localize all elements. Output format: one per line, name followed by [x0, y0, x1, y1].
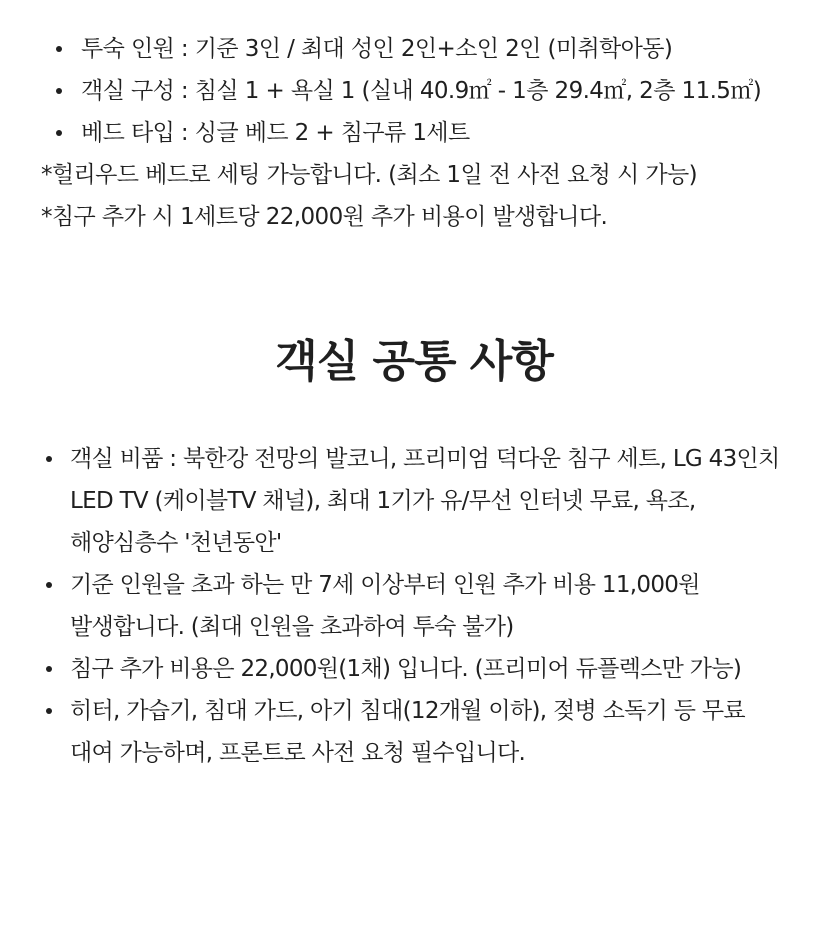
- common-item-extra-person-fee: 기준 인원을 초과 하는 만 7세 이상부터 인원 추가 비용 11,000원 발생합니다. (최대 인원을 초과하여 투숙 불가): [0, 564, 828, 648]
- room-info-list: [0, 28, 828, 154]
- common-item-amenities: 객실 비품 : 북한강 전망의 발코니, 프리미엄 덕다운 침구 세트, LG 43인치 LED TV (케이블TV 채널), 최대 1기가 유/무선 인터넷 무료, 욕조, 해양심층수 '천년동안': [0, 438, 828, 564]
- common-item-extra-bedding-fee: 침구 추가 비용은 22,000원(1채) 입니다. (프리미어 듀플렉스만 가능): [0, 648, 828, 690]
- room-info-item-bed-type: 베드 타입 : 싱글 베드 2 + 침구류 1세트: [0, 112, 828, 154]
- room-info-section: [0, 28, 828, 238]
- note-extra-bedding: *침구 추가 시 1세트당 22,000원 추가 비용이 발생합니다.: [41, 204, 608, 230]
- common-item-rental-equipment: 히터, 가습기, 침대 가드, 아기 침대(12개월 이하), 젖병 소독기 등 무료 대여 가능하며, 프론트로 사전 요청 필수입니다.: [0, 690, 828, 774]
- room-info-item-occupancy: 투숙 인원 : 기준 3인 / 최대 성인 2인+소인 2인 (미취학아동): [0, 28, 828, 70]
- room-info-item-composition: 객실 구성 : 침실 1 + 욕실 1 (실내 40.9㎡ - 1층 29.4㎡, 2층 11.5㎡): [0, 70, 828, 112]
- common-info-section: [0, 438, 828, 774]
- common-info-list: [0, 438, 828, 774]
- note-hollywood-bed: *헐리우드 베드로 세팅 가능합니다. (최소 1일 전 사전 요청 시 가능): [41, 162, 697, 188]
- section-title: 객실 공통 사항: [275, 336, 553, 387]
